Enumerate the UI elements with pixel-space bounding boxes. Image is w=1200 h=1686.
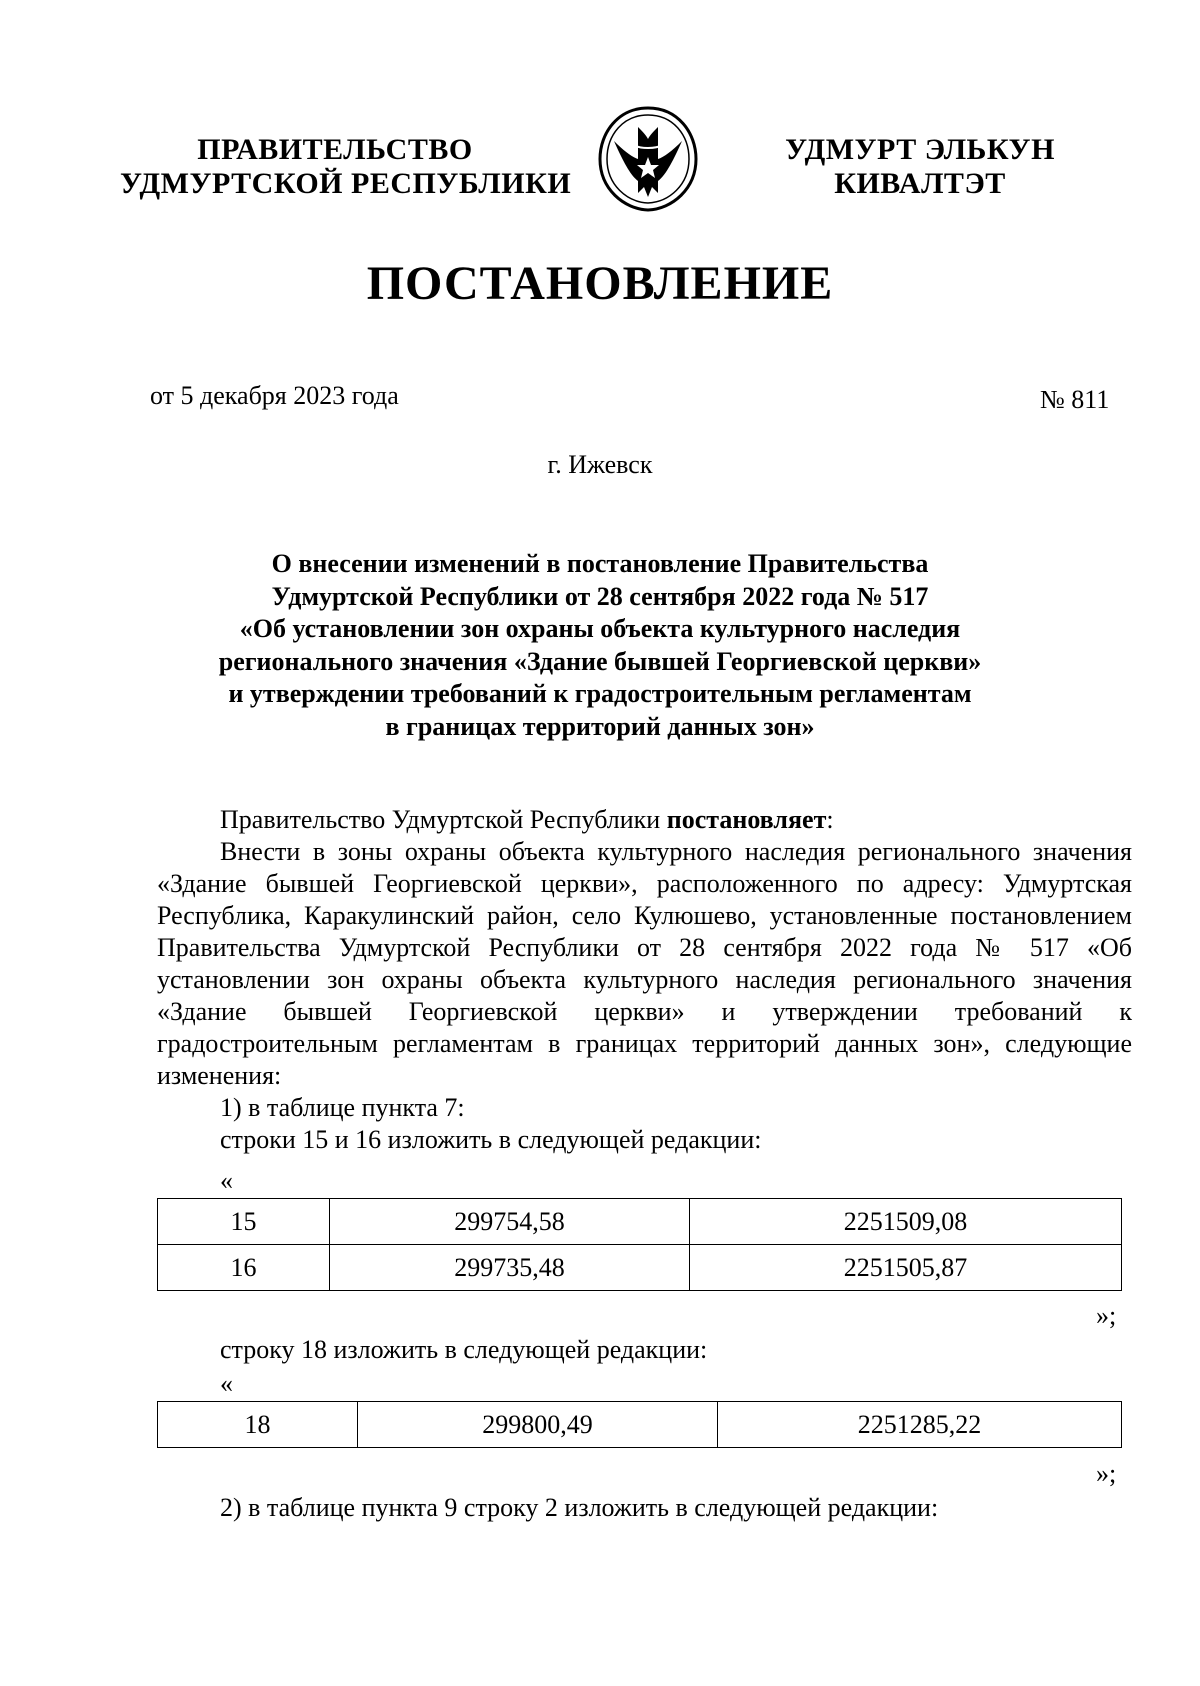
document-city: г. Ижевск xyxy=(547,450,653,479)
header-right xyxy=(770,133,1070,201)
intro-bold: постановляет xyxy=(666,805,827,834)
item-2: 2) в таблице пункта 9 строку 2 изложить в следующей редакции: xyxy=(220,1493,939,1522)
document-body xyxy=(157,804,1132,1156)
heading-line: в границах территорий данных зон» xyxy=(385,711,815,741)
header-right-line1: УДМУРТ ЭЛЬКУН xyxy=(785,133,1055,166)
item-1-sub2: строку 18 изложить в следующей редакции: xyxy=(220,1335,708,1364)
header-left xyxy=(120,133,572,201)
table-row xyxy=(158,1199,1122,1245)
open-quote: « xyxy=(220,1166,233,1195)
table-cell: 18 xyxy=(158,1402,358,1448)
table-row xyxy=(158,1402,1122,1448)
emblem-icon xyxy=(594,105,702,213)
close-quote: »; xyxy=(1096,1301,1117,1330)
document-number: № 811 xyxy=(1040,385,1110,414)
header-left-line1: ПРАВИТЕЛЬСТВО xyxy=(197,133,473,166)
document-type-title: ПОСТАНОВЛЕНИЕ xyxy=(366,257,834,310)
document-date: от 5 декабря 2023 года xyxy=(150,381,399,410)
table-cell: 15 xyxy=(158,1199,330,1245)
table-cell: 2251509,08 xyxy=(690,1199,1122,1245)
table-cell: 2251285,22 xyxy=(718,1402,1122,1448)
table-cell: 16 xyxy=(158,1245,330,1291)
header-right-line2: КИВАЛТЭТ xyxy=(834,167,1006,200)
intro-paragraph xyxy=(157,804,1132,836)
item-1: 1) в таблице пункта 7: xyxy=(220,1093,465,1122)
close-quote: »; xyxy=(1096,1459,1117,1488)
main-paragraph: Внести в зоны охраны объекта культурного наследия регионального значения «Здание бывшей Георгиевской церкви», расположенного по адресу: Удмуртская Республика, Каракулинский район, село Кулюшево, установленные постановлением Правительства Удмуртской Республики от 28 сентября 2022 года № 517 «Об установлении зон охраны объекта культурного наследия регионального значения «Здание бывшей Георгиевской церкви» и утверждении требований к градостроительным регламентам в границах территорий данных зон», следующие изменения: xyxy=(157,837,1132,1090)
heading-line: регионального значения «Здание бывшей Георгиевской церкви» xyxy=(218,646,982,676)
coordinates-table-2 xyxy=(157,1401,1122,1448)
header-left-line2: УДМУРТСКОЙ РЕСПУБЛИКИ xyxy=(120,167,572,200)
item-1-sub: строки 15 и 16 изложить в следующей редакции: xyxy=(220,1125,762,1154)
heading-line: О внесении изменений в постановление Правительства xyxy=(271,549,929,578)
open-quote: « xyxy=(220,1369,233,1398)
table-row xyxy=(158,1245,1122,1291)
heading-line: Удмуртской Республики от 28 сентября 2022 года № 517 xyxy=(271,581,929,611)
heading-line: и утверждении требований к градостроительным регламентам xyxy=(228,679,972,708)
document-heading xyxy=(150,548,1050,743)
heading-line: «Об установлении зон охраны объекта культурного наследия xyxy=(239,614,961,643)
intro-end: : xyxy=(826,805,834,834)
table-cell: 2251505,87 xyxy=(690,1245,1122,1291)
table-cell: 299800,49 xyxy=(358,1402,718,1448)
table-cell: 299754,58 xyxy=(330,1199,690,1245)
intro-text: Правительство Удмуртской Республики xyxy=(220,805,667,834)
table-cell: 299735,48 xyxy=(330,1245,690,1291)
coordinates-table-1 xyxy=(157,1198,1122,1291)
